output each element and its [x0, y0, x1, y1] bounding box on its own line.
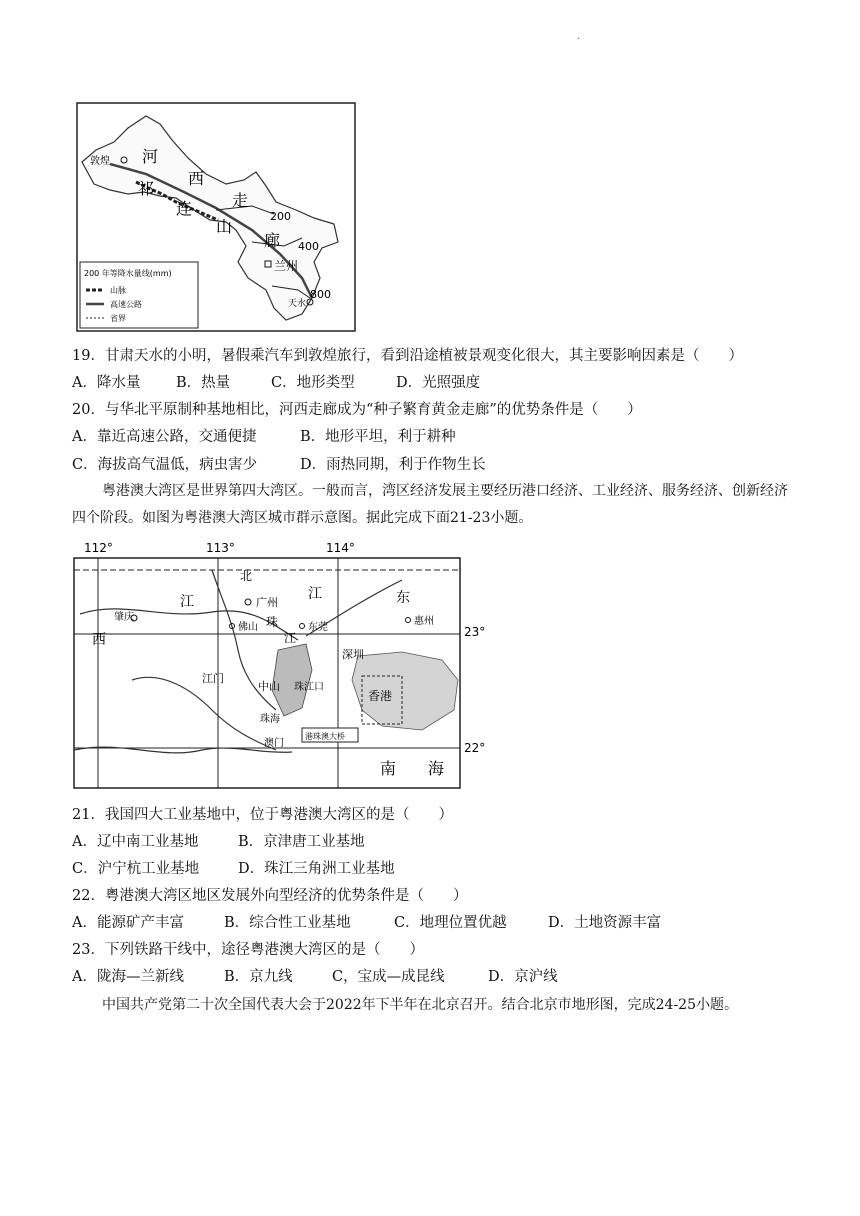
q22-option-a[interactable]: A．能源矿产丰富 — [72, 915, 184, 931]
q21-option-c[interactable]: C．沪宁杭工业基地 — [72, 861, 200, 877]
q21-option-d[interactable]: D．珠江三角洲工业基地 — [238, 861, 395, 877]
river-xi: 西 — [92, 632, 106, 648]
legend-isoline: 200 年等降水量线(mm) — [84, 269, 172, 278]
q23-option-c[interactable]: C，宝成—成昆线 — [332, 969, 445, 985]
city-xianggang: 香港 — [368, 689, 393, 703]
city-dongguan: 东莞 — [308, 622, 328, 633]
map1-iso400: 400 — [298, 240, 319, 253]
lon-113: 113° — [206, 541, 235, 555]
q21-option-a[interactable]: A．辽中南工业基地 — [72, 834, 199, 850]
q19-stem: 19．甘肃天水的小明，暑假乘汽车到敦煌旅行，看到沿途植被景观变化很大，其主要影响因素是（ ） — [72, 348, 743, 364]
legend-mountain: 山脉 — [110, 286, 126, 295]
map1-lanzhou: 兰州 — [274, 259, 299, 273]
q21-option-b[interactable]: B．京津唐工业基地 — [238, 834, 365, 850]
q20-option-a[interactable]: A．靠近高速公路，交通便捷 — [72, 429, 257, 445]
q23-option-b[interactable]: B．京九线 — [224, 969, 293, 985]
river-jiang: 江 — [180, 594, 194, 610]
q19-option-b[interactable]: B．热量 — [176, 375, 231, 391]
map1-dunhuang: 敦煌 — [90, 156, 110, 167]
map1-he: 河 — [142, 147, 159, 166]
lat-22: 22° — [464, 741, 486, 755]
q22-option-d[interactable]: D．土地资源丰富 — [548, 915, 662, 931]
legend-highway: 高速公路 — [110, 300, 142, 309]
beijing-intro: 中国共产党第二十次全国代表大会于2022年下半年在北京召开。结合北京市地形图，完成24-25小题。 — [102, 997, 738, 1013]
river-jiang2: 江 — [308, 586, 322, 602]
gansu-map — [76, 102, 356, 332]
city-foshan: 佛山 — [238, 622, 258, 633]
gba-map — [62, 540, 486, 792]
q20-stem: 20．与华北平原制种基地相比，河西走廊成为“种子繁育黄金走廊”的优势条件是（ ） — [72, 402, 642, 418]
city-huizhou: 惠州 — [414, 616, 434, 627]
river-bei: 北 — [240, 569, 253, 583]
legend-border: 省界 — [110, 314, 126, 323]
map1-lang: 廊 — [264, 231, 281, 250]
map1-qi: 祁 — [138, 179, 155, 198]
city-zhaoqing: 肇庆 — [114, 612, 134, 623]
map1-iso800: 800 — [310, 288, 331, 301]
map1-iso200: 200 — [270, 210, 291, 223]
label-zhujiangkou: 珠江口 — [294, 682, 324, 693]
q22-option-c[interactable]: C．地理位置优越 — [394, 915, 507, 931]
sea-hai: 海 — [428, 759, 445, 778]
city-shenzhen: 深圳 — [342, 648, 364, 661]
header-mark: · — [577, 34, 581, 45]
q19-option-d[interactable]: D．光照强度 — [396, 375, 481, 391]
q20-option-b[interactable]: B．地形平坦，利于耕种 — [300, 429, 456, 445]
q22-option-b[interactable]: B．综合性工业基地 — [224, 915, 351, 931]
map1-tianshui: 天水 — [288, 299, 307, 309]
city-guangzhou: 广州 — [256, 596, 278, 609]
label-bridge: 港珠澳大桥 — [305, 732, 345, 741]
gba-intro: 粤港澳大湾区是世界第四大湾区。一般而言，湾区经济发展主要经历港口经济、工业经济、服务经济、创新经济四个阶段。如图为粤港澳大湾区城市群示意图。据此完成下面21-23小题。 — [72, 483, 788, 526]
map1-xi: 西 — [188, 169, 205, 188]
q22-stem: 22．粤港澳大湾区地区发展外向型经济的优势条件是（ ） — [72, 888, 468, 904]
map1-lian: 连 — [176, 199, 193, 218]
map1-shan: 山 — [216, 217, 233, 236]
q20-option-d[interactable]: D．雨热同期，利于作物生长 — [300, 457, 486, 473]
river-dong: 东 — [396, 590, 410, 606]
q19-option-a[interactable]: A．降水量 — [72, 375, 141, 391]
sea-nan: 南 — [380, 759, 397, 778]
river-jiang4: 江 — [284, 631, 297, 645]
city-jiangmen: 江门 — [202, 672, 224, 685]
q21-stem: 21．我国四大工业基地中，位于粤港澳大湾区的是（ ） — [72, 807, 453, 823]
q20-option-c[interactable]: C．海拔高气温低，病虫害少 — [72, 457, 258, 473]
city-zhuhai: 珠海 — [260, 714, 280, 725]
city-aomen: 澳门 — [264, 738, 284, 749]
q23-option-d[interactable]: D．京沪线 — [488, 969, 558, 985]
q23-stem: 23．下列铁路干线中，途径粤港澳大湾区的是（ ） — [72, 942, 424, 958]
city-zhongshan: 中山 — [258, 680, 280, 693]
lon-114: 114° — [326, 541, 355, 555]
lon-112: 112° — [84, 541, 113, 555]
q19-option-c[interactable]: C．地形类型 — [271, 375, 355, 391]
river-zhu: 珠 — [266, 615, 279, 629]
lat-23: 23° — [464, 625, 486, 639]
map1-zou: 走 — [232, 191, 249, 210]
q23-option-a[interactable]: A．陇海—兰新线 — [72, 969, 184, 985]
